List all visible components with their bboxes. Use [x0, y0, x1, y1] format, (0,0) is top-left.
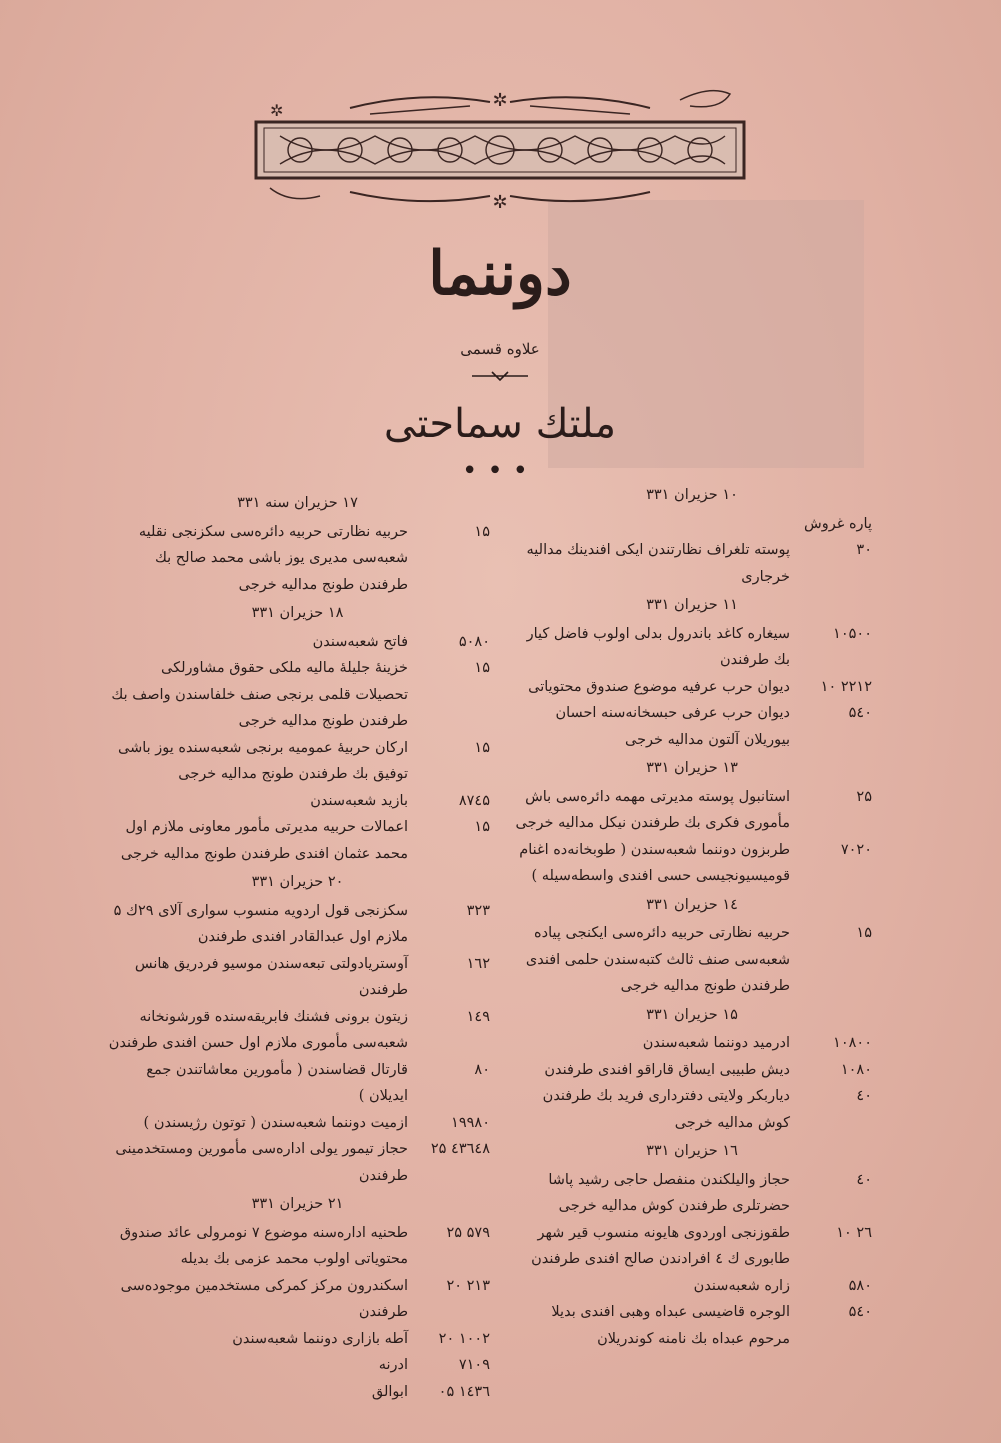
donations-column-right — [512, 480, 872, 1352]
donations-column-left — [105, 488, 490, 1405]
donation-amount: ۱۵ — [474, 523, 490, 540]
donation-amount: ۲۲۱۲ ۱۰ — [820, 678, 872, 695]
donation-amount: ۱۵ — [856, 925, 872, 941]
donation-description: سکزنجی قول اردویه منسوب سواری آلای ۲۹ك ۵ ملازم اول عبدالقادر افندی طرفندن — [113, 902, 408, 945]
donation-description: ادرنه — [378, 1357, 408, 1373]
donation-entry — [105, 1352, 490, 1379]
donation-amount: ۱۵ — [474, 739, 490, 756]
donation-description: خزینهٔ جلیلهٔ مالیه ملکی حقوق مشاورلکی تحصیلات قلمی برنجی صنف خلفاسندن واصف بك طرفندن طونج مدالیه خرجی — [111, 660, 408, 729]
date-heading: ۱۱ حزیران ۳۳۱ — [646, 597, 738, 613]
donation-description: حجاز والیلکندن منفصل حاجی رشید پاشا حضرتلری طرفندن کوش مدالیه خرجی — [548, 1171, 790, 1214]
donation-entry — [512, 700, 872, 753]
date-heading: ۲۱ حزیران ۳۳۱ — [251, 1196, 344, 1212]
donation-entry — [512, 1220, 872, 1273]
donation-entry — [105, 814, 490, 867]
donation-description: فاتح شعبه‌سندن — [312, 633, 408, 650]
donation-entry — [512, 537, 872, 590]
donation-amount: ۲۵ — [856, 788, 872, 805]
donation-entry — [105, 735, 490, 788]
donation-entry — [512, 1299, 872, 1352]
donation-description: ادرمید دوننما شعبه‌سندن — [642, 1035, 790, 1051]
donation-entry — [512, 1167, 872, 1220]
donation-entry — [105, 1326, 490, 1353]
donation-amount: ۲۱۳ ۲۰ — [446, 1277, 490, 1294]
donation-entry — [512, 621, 872, 674]
donation-amount: ۱۰۸۰۰ — [833, 1035, 872, 1051]
donation-entry — [512, 1083, 872, 1136]
ornamental-header-icon — [240, 80, 760, 220]
donation-description: دیش طبیبی ایساق قاراقو افندی طرفندن — [544, 1061, 790, 1078]
donation-entry — [105, 788, 490, 815]
donation-entry — [512, 1030, 872, 1057]
donation-entry — [512, 920, 872, 1000]
donation-amount: ۷۰۲۰ — [840, 841, 872, 858]
donation-amount: ۱۵ — [474, 660, 490, 676]
donation-entry — [512, 1057, 872, 1084]
donation-amount: ۸۷٤۵ — [458, 792, 490, 809]
donation-description: دیاربکر ولایتی دفترداری فرید بك طرفندن کوش مدالیه خرجی — [542, 1088, 790, 1131]
decorative-rule-icon — [470, 370, 530, 382]
donation-description: ازمیت دوننما شعبه‌سندن ( توتون رژیسندن ) — [143, 1114, 408, 1131]
donation-entry — [512, 784, 872, 837]
donation-amount: ۵٤۰ — [848, 1304, 872, 1320]
donation-amount: ۱۰۰۲ ۲۰ — [438, 1330, 490, 1347]
donation-amount: ۸۰ — [474, 1061, 490, 1078]
donation-entry — [105, 655, 490, 735]
donation-description: اسکندرون مرکز کمرکی مستخدمین موجوده‌سی طرفندن — [120, 1277, 408, 1320]
donation-description: آطه بازاری دوننما شعبه‌سندن — [232, 1330, 408, 1347]
donation-description: حجاز تیمور یولی اداره‌سی مأمورین ومستخدمینی طرفندن — [115, 1141, 408, 1184]
svg-text:✲: ✲ — [492, 192, 508, 213]
donation-description: ارکان حربیهٔ عمومیه برنجی شعبه‌سنده یوز باشی توفیق بك طرفندن طونج مدالیه خرجی — [117, 739, 408, 782]
donation-description: استانبول پوسته مدیرتی مهمه دائره‌سی باش مأموری فکری بك طرفندن نیکل مدالیه خرجی — [515, 788, 790, 831]
svg-text:✲: ✲ — [492, 90, 508, 111]
donation-description: دیوان حرب عرفی حبسخانه‌سنه احسان بیوریلان آلتون مدالیه خرجی — [555, 705, 790, 748]
donation-entry — [512, 674, 872, 701]
donation-description: دیوان حرب عرفیه موضوع صندوق محتویاتی — [528, 678, 790, 695]
donation-amount: ۲٦ ۱۰ — [836, 1224, 872, 1241]
date-heading: ۱٦ حزیران ۳۳۱ — [646, 1143, 738, 1159]
donation-entry — [105, 519, 490, 599]
date-heading: ۱۵ حزیران ۳۳۱ — [646, 1006, 738, 1023]
donation-amount: ۱٦۲ — [466, 955, 490, 972]
donation-entry — [105, 1136, 490, 1189]
supplement-subtitle: علاوه قسمی — [460, 340, 540, 358]
donation-description: پوسته تلغراف نظارتندن ایکی افندینك مدالیه خرجاری — [526, 542, 790, 585]
donation-description: طربزون دوننما شعبه‌سندن ( طوبخانه‌ده اغنام قومیسیونجیسی حسی افندی واسطه‌سیله ) — [519, 841, 790, 884]
svg-text:✲: ✲ — [270, 101, 284, 120]
donation-description: زاره شعبه‌سندن — [693, 1277, 790, 1294]
donation-description: بازید شعبه‌سندن — [310, 792, 408, 809]
donation-amount: ۵٤۰ — [848, 705, 872, 721]
donation-amount: ٤۰ — [856, 1171, 872, 1188]
donation-description: حربیه نظارتی حربیه دائره‌سی ایکنجی پیاده شعبه‌سی صنف ثالث کتبه‌سندن حلمی افندی طرفندن طونج مدالیه خرجی — [525, 925, 790, 994]
donation-amount: ۱۰۵۰۰ — [833, 625, 872, 642]
donation-entry — [105, 898, 490, 951]
donation-amount: ٤۳٦٤۸ ۲۵ — [430, 1141, 490, 1157]
donation-description: حربیه نظارتی حربیه دائره‌سی سکزنجی نقلیه شعبه‌سی مدیری یوز باشی محمد صالح بك طرفندن طونج مدالیه خرجی — [138, 523, 408, 593]
donation-amount: ۱۰۸۰ — [840, 1061, 872, 1078]
donation-description: آوستریادولتی تبعه‌سندن موسیو فردریق هانس طرفندن — [134, 955, 408, 998]
donation-description: سیغاره کاغد باندرول بدلی اولوب فاضل کیار بك طرفندن — [526, 625, 790, 668]
donation-entry — [105, 951, 490, 1004]
date-heading: ۲۰ حزیران ۳۳۱ — [251, 874, 344, 890]
donation-amount: ۵۷۹ ۲۵ — [446, 1224, 490, 1241]
donation-description: طقوزنجی اوردوی هایونه منسوب قیر شهر طابوری ك ٤ افرادندن صالح افندی طرفندن — [531, 1224, 790, 1267]
donation-amount: ۷۱۰۹ — [458, 1357, 490, 1373]
donation-entry — [512, 1273, 872, 1300]
decorative-dots: ••• — [461, 456, 538, 486]
date-heading: ۱۸ حزیران ۳۳۱ — [251, 605, 344, 621]
donation-entry — [105, 1220, 490, 1273]
date-heading: ۱۳ حزیران ۳۳۱ — [646, 760, 738, 776]
donation-entry — [105, 629, 490, 656]
section-title: ملتك سماحتی — [383, 401, 617, 447]
donation-amount: ۱۹۹۸۰ — [451, 1114, 490, 1131]
donation-entry — [105, 1379, 490, 1406]
donation-amount: ۵۰۸۰ — [458, 633, 490, 650]
donation-entry — [105, 1004, 490, 1057]
donation-amount: ۳۰ — [856, 542, 872, 558]
donation-description: قارتال قضاسندن ( مأمورین معاشاتندن جمع ایدیلان ) — [146, 1061, 408, 1104]
donation-description: ابوالق — [371, 1383, 408, 1400]
magazine-logo: دوننما — [428, 239, 572, 309]
donation-amount: ۱٤۹ — [466, 1008, 490, 1025]
currency-header: پاره غروش — [804, 515, 872, 532]
donation-entry — [105, 1110, 490, 1137]
donation-amount: ٤۰ — [856, 1088, 872, 1104]
donation-description: الوجره قاضیسی عبداه وهبی افندی بدیلا مرحوم عبداه بك نامنه کوندریلان — [551, 1304, 790, 1347]
donation-entry — [105, 1057, 490, 1110]
date-heading: ۱۷ حزیران سنه ۳۳۱ — [237, 495, 358, 511]
donation-description: اعمالات حربیه مدیرتی مأمور معاونی ملازم اول محمد عثمان افندی طرفندن طونج مدالیه خرجی — [120, 819, 408, 862]
donation-entry — [512, 837, 872, 890]
donation-amount: ۱٤۳٦ ۰۵ — [438, 1383, 490, 1400]
donation-description: زیتون برونی فشنك فابریقه‌سنده قورشونخانه شعبه‌سی مأموری ملازم اول حسن افندی طرفندن — [108, 1008, 408, 1051]
donation-amount: ۱۵ — [474, 819, 490, 835]
donation-description: طحنیه اداره‌سنه موضوع ۷ نومرولی عائد صندوق محتویاتی اولوب محمد عزمی بك بدیله — [119, 1224, 408, 1267]
date-heading: ۱۰ حزیران ۳۳۱ — [646, 487, 738, 503]
date-heading: ۱٤ حزیران ۳۳۱ — [646, 896, 738, 913]
donation-amount: ۳۲۳ — [466, 902, 490, 919]
donation-amount: ۵۸۰ — [848, 1277, 872, 1294]
donation-entry — [105, 1273, 490, 1326]
